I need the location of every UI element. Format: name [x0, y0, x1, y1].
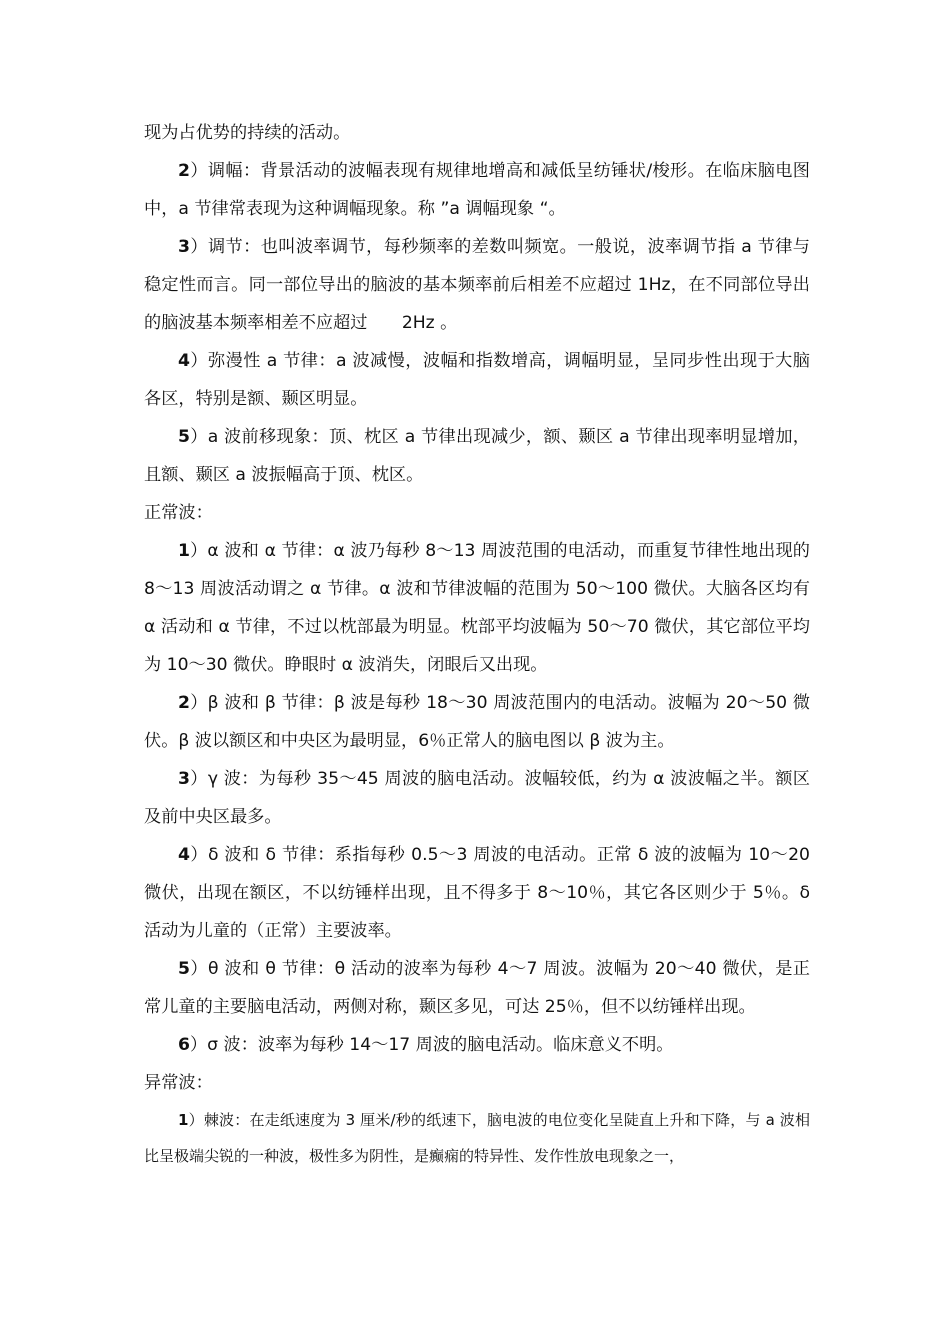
item-number: 3 — [178, 769, 190, 789]
paragraph-regulation — [144, 228, 810, 342]
item-number: 3 — [178, 237, 190, 257]
item-number: 2 — [178, 693, 190, 713]
item-number: 1 — [178, 1111, 189, 1129]
section-heading-normal-waves — [144, 494, 810, 532]
paragraph-text: ）γ 波：为每秒 35～45 周波的脑电活动。波幅较低，约为 α 波波幅之半。额区及前中央区最多。 — [144, 769, 810, 827]
paragraph-text: ）β 波和 β 节律：β 波是每秒 18～30 周波范围内的电活动。波幅为 20～50 微伏。β 波以额区和中央区为最明显，6％正常人的脑电图以 β 波为主。 — [144, 693, 810, 751]
item-number: 4 — [178, 351, 190, 371]
paragraph-gamma-wave — [144, 760, 810, 836]
paragraph-text: ）调幅：背景活动的波幅表现有规律地增高和减低呈纺锤状/梭形。在临床脑电图中，a 节律常表现为这种调幅现象。称 ”a 调幅现象 “。 — [144, 161, 810, 219]
paragraph-alpha-wave — [144, 532, 810, 684]
paragraph-beta-wave — [144, 684, 810, 760]
section-heading-text: 正常波： — [144, 503, 213, 523]
paragraph-text: ）α 波和 α 节律：α 波乃每秒 8～13 周波范围的电活动，而重复节律性地出现的 8～13 周波活动谓之 α 节律。α 波和节律波幅的范围为 50～100 微伏。大脑各区均有 α 活动和 α 节律，不过以枕部最为明显。枕部平均波幅为 50～70 微伏，其它部位平均为 10～30 微伏。睁眼时 α 波消失，闭眼后又出现。 — [144, 541, 810, 675]
item-number: 5 — [178, 959, 190, 979]
paragraph-amplitude-modulation — [144, 152, 810, 228]
paragraph-text: ）σ 波：波率为每秒 14～17 周波的脑电活动。临床意义不明。 — [189, 1035, 674, 1055]
paragraph-a-wave-anterior-shift — [144, 418, 810, 494]
item-number: 1 — [178, 541, 190, 561]
paragraph-continuation — [144, 114, 810, 152]
paragraph-text: 现为占优势的持续的活动。 — [144, 123, 351, 143]
paragraph-text: ）调节：也叫波率调节，每秒频率的差数叫频宽。一般说，波率调节指 a 节律与稳定性而言。同一部位导出的脑波的基本频率前后相差不应超过 1Hz，在不同部位导出的脑波基本频率相差不应超过 2Hz 。 — [144, 237, 810, 333]
paragraph-text: ）a 波前移现象：顶、枕区 a 节律出现减少，额、颞区 a 节律出现率明显增加，且额、颞区 a 波振幅高于顶、枕区。 — [144, 427, 810, 485]
item-number: 4 — [178, 845, 190, 865]
paragraph-sigma-wave — [144, 1026, 810, 1064]
paragraph-spike-wave — [144, 1102, 810, 1174]
paragraph-delta-wave — [144, 836, 810, 950]
section-heading-abnormal-waves — [144, 1064, 810, 1102]
item-number: 5 — [178, 427, 190, 447]
paragraph-text: ）δ 波和 δ 节律：系指每秒 0.5～3 周波的电活动。正常 δ 波的波幅为 10～20 微伏，出现在额区，不以纺锤样出现，且不得多于 8～10％，其它各区则少于 5％。δ 活动为儿童的（正常）主要波率。 — [144, 845, 810, 941]
item-number: 2 — [178, 161, 190, 181]
paragraph-text: ）θ 波和 θ 节律：θ 活动的波率为每秒 4～7 周波。波幅为 20～40 微伏，是正常儿童的主要脑电活动，两侧对称，颞区多见，可达 25％，但不以纺锤样出现。 — [144, 959, 810, 1017]
item-number: 6 — [178, 1035, 190, 1055]
paragraph-text: ）棘波：在走纸速度为 3 厘米/秒的纸速下，脑电波的电位变化呈陡直上升和下降，与 a 波相比呈极端尖锐的一种波，极性多为阴性，是癫痫的特异性、发作性放电现象之一， — [144, 1111, 810, 1165]
paragraph-theta-wave — [144, 950, 810, 1026]
paragraph-text: ）弥漫性 a 节律：a 波减慢，波幅和指数增高，调幅明显，呈同步性出现于大脑各区，特别是额、颞区明显。 — [144, 351, 810, 409]
document-body — [144, 114, 810, 1174]
section-heading-text: 异常波： — [144, 1073, 213, 1093]
paragraph-diffuse-a-rhythm — [144, 342, 810, 418]
